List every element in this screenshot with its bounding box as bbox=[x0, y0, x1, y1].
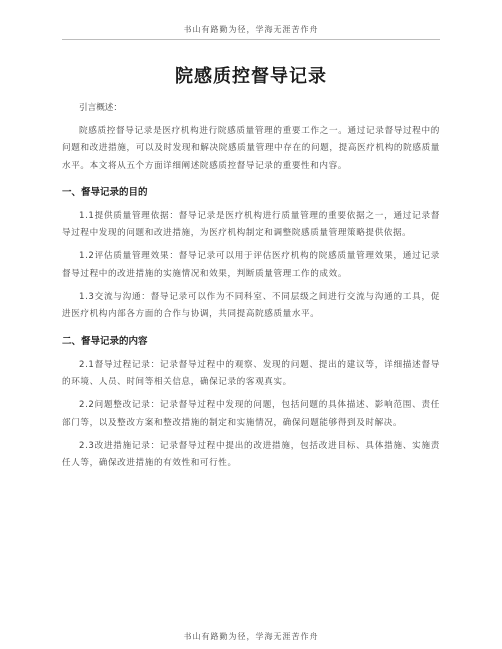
intro-paragraph: 院感质控督导记录是医疗机构进行院感质量管理的重要工作之一。通过记录督导过程中的问题和改进措施，可以及时发现和解决院感质量管理中存在的问题，提高医疗机构的院感质量水平。本文将从五个方面详细阐述院感质控督导记录的重要性和内容。 bbox=[62, 126, 440, 171]
intro-label: 引言概述： bbox=[79, 103, 122, 113]
item-number: 1.2 bbox=[79, 251, 95, 262]
section-item bbox=[62, 438, 440, 473]
item-number: 1.1 bbox=[79, 210, 95, 221]
document-body bbox=[62, 100, 440, 478]
item-number: 1.3 bbox=[79, 292, 95, 303]
item-text: 评估质量管理效果：督导记录可以用于评估医疗机构的院感质量管理效果，通过记录督导过程中的改进措施的实施情况和效果，判断质量管理工作的成效。 bbox=[62, 251, 440, 279]
item-text: 改进措施记录：记录督导过程中提出的改进措施，包括改进目标、具体措施、实施责任人等，确保改进措施的有效性和可行性。 bbox=[62, 440, 440, 469]
item-number: 2.1 bbox=[79, 359, 95, 370]
item-text: 问题整改记录：记录督导过程中发现的问题，包括问题的具体描述、影响范围、责任部门等，以及整改方案和整改措施的制定和实施情况，确保问题能够得到及时解决。 bbox=[62, 400, 440, 428]
section-item bbox=[62, 397, 440, 432]
section-item bbox=[62, 208, 440, 243]
item-number: 2.2 bbox=[79, 400, 95, 411]
section-heading: 一、督导记录的目的 bbox=[62, 186, 148, 198]
page-footer-motto: 书山有路勤为径，学海无涯苦作舟 bbox=[183, 632, 319, 641]
section-item bbox=[62, 357, 440, 392]
document-title: 院感质控督导记录 bbox=[175, 66, 327, 87]
item-text: 提供质量管理依据：督导记录是医疗机构进行质量管理的重要依据之一，通过记录督导过程中发现的问题和改进措施，为医疗机构制定和调整院感质量管理策略提供依据。 bbox=[62, 210, 440, 239]
section-heading: 二、督导记录的内容 bbox=[62, 335, 148, 347]
header-divider bbox=[62, 39, 440, 40]
page-header-motto: 书山有路勤为径，学海无涯苦作舟 bbox=[183, 25, 319, 34]
item-number: 2.3 bbox=[79, 440, 95, 451]
item-text: 督导过程记录：记录督导过程中的观察、发现的问题、提出的建议等，详细描述督导的环境、人员、时间等相关信息，确保记录的客观真实。 bbox=[62, 359, 440, 387]
item-text: 交流与沟通：督导记录可以作为不同科室、不同层级之间进行交流与沟通的工具，促进医疗机构内部各方面的合作与协调，共同提高院感质量水平。 bbox=[62, 292, 440, 320]
section-item bbox=[62, 289, 440, 324]
section-item bbox=[62, 248, 440, 283]
